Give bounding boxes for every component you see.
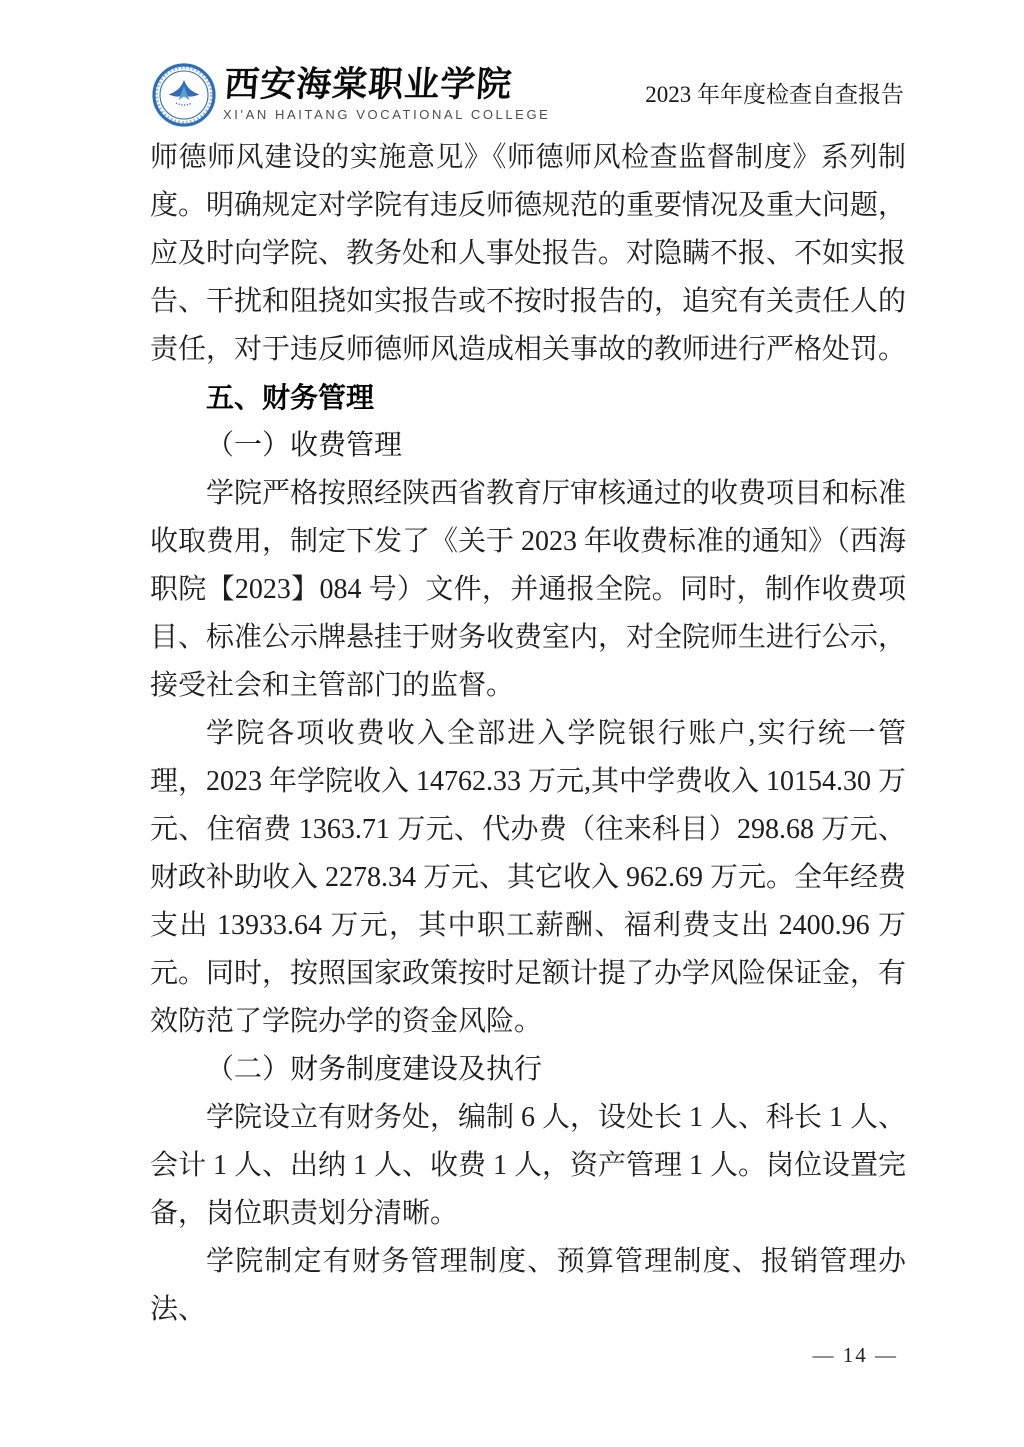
subsection-heading-finance-system: （二）财务制度建设及执行 (206, 1054, 543, 1085)
college-name-en: XI'AN HAITANG VOCATIONAL COLLEGE (223, 107, 551, 122)
paragraph-fee-management: 学院严格按照经陕西省教育厅审核通过的收费项目和标准收取费用，制定下发了《关于 2023 年收费标准的通知》（西海职院【2023】084 号）文件，并通报全院。同时，制作收费项目、标准公示牌悬挂于财务收费室内，对全院师生进行公示，接受社会和主管部门的监督。 (150, 478, 907, 701)
college-name-zh: 西安海棠职业学院 (222, 64, 514, 105)
paragraph-finance-staff: 学院设立有财务处，编制 6 人，设处长 1 人、科长 1 人、会计 1 人、出纳 1 人、收费 1 人，资产管理 1 人。岗位设置完备，岗位职责划分清晰。 (150, 1102, 907, 1229)
paragraph-continued: 师德师风建设的实施意见》《师德师风检查监督制度》系列制度。明确规定对学院有违反师德规范的重要情况及重大问题，应及时向学院、教务处和人事处报告。对隐瞒不报、不如实报告、干扰和阻挠如实报告或不按时报告的，追究有关责任人的责任，对于违反师德师风造成相关事故的教师进行严格处罚。 (150, 142, 907, 365)
college-seal-icon (152, 63, 216, 127)
document-body (150, 134, 906, 1334)
paragraph-finance-rules: 学院制定有财务管理制度、预算管理制度、报销管理办法、 (150, 1246, 906, 1325)
report-title: 2023 年年度检查自查报告 (645, 82, 904, 107)
page-number: — 14 — (812, 1343, 898, 1367)
college-logo (152, 63, 216, 127)
section-heading-finance: 五、财务管理 (206, 382, 375, 413)
paragraph-income-expense: 学院各项收费收入全部进入学院银行账户,实行统一管理，2023 年学院收入 14762.33 万元,其中学费收入 10154.30 万元、住宿费 1363.71 万元、代办费（往来科目）298.68 万元、财政补助收入 2278.34 万元、其它收入 962.69 万元。全年经费支出 13933.64 万元，其中职工薪酬、福利费支出 2400.96 万元。同时，按照国家政策按时足额计提了办学风险保证金，有效防范了学院办学的资金风险。 (150, 718, 907, 1037)
subsection-heading-fee-management: （一）收费管理 (206, 430, 403, 461)
college-name-block (222, 64, 551, 122)
